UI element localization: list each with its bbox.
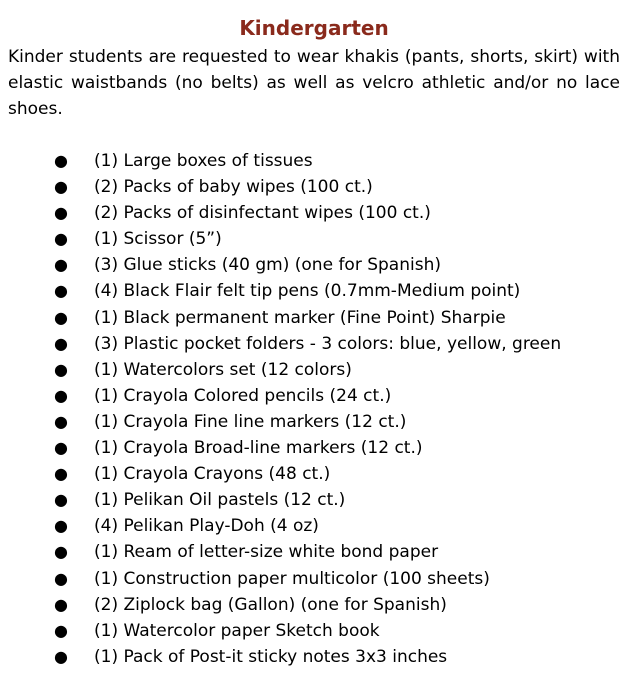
list-item bbox=[8, 409, 620, 435]
list-item-text: (1) Black permanent marker (Fine Point) Sharpie bbox=[94, 307, 506, 328]
list-item-text: (1) Crayola Crayons (48 ct.) bbox=[94, 464, 331, 485]
list-item-text: (1) Construction paper multicolor (100 sheets) bbox=[94, 568, 490, 589]
list-item bbox=[8, 461, 620, 487]
bullet-icon: ● bbox=[54, 359, 68, 379]
list-item bbox=[8, 226, 620, 252]
bullet-icon: ● bbox=[54, 568, 68, 588]
bullet-icon: ● bbox=[54, 307, 68, 327]
list-item bbox=[8, 357, 620, 383]
list-item bbox=[8, 513, 620, 539]
list-item-text: (2) Ziplock bag (Gallon) (one for Spanish) bbox=[94, 594, 447, 615]
list-item-text: (1) Scissor (5”) bbox=[94, 229, 222, 250]
supply-list bbox=[8, 148, 620, 670]
list-item bbox=[8, 487, 620, 513]
list-item bbox=[8, 278, 620, 304]
list-item-text: (4) Pelikan Play-Doh (4 oz) bbox=[94, 516, 319, 537]
list-item-text: (2) Packs of baby wipes (100 ct.) bbox=[94, 177, 373, 198]
list-item-text: (1) Ream of letter-size white bond paper bbox=[94, 542, 439, 563]
list-item bbox=[8, 252, 620, 278]
bullet-icon: ● bbox=[54, 229, 68, 249]
list-item-text: (1) Crayola Colored pencils (24 ct.) bbox=[94, 385, 392, 406]
list-item-text: (1) Large boxes of tissues bbox=[94, 151, 313, 171]
list-item bbox=[8, 174, 620, 200]
list-item bbox=[8, 331, 620, 357]
page-title: Kindergarten bbox=[239, 16, 389, 40]
list-item-text: (2) Packs of disinfectant wipes (100 ct.) bbox=[94, 203, 431, 224]
bullet-icon: ● bbox=[54, 464, 68, 484]
bullet-icon: ● bbox=[54, 281, 68, 301]
list-item bbox=[8, 305, 620, 331]
bullet-icon: ● bbox=[54, 516, 68, 536]
bullet-icon: ● bbox=[54, 411, 68, 431]
bullet-icon: ● bbox=[54, 646, 68, 666]
list-item-text: (1) Crayola Broad-line markers (12 ct.) bbox=[94, 438, 423, 459]
list-item-text: (1) Watercolors set (12 colors) bbox=[94, 359, 352, 380]
list-item bbox=[8, 592, 620, 618]
list-item bbox=[8, 383, 620, 409]
list-item bbox=[8, 539, 620, 565]
list-item bbox=[8, 566, 620, 592]
list-item bbox=[8, 148, 620, 174]
list-item-text: (3) Plastic pocket folders - 3 colors: blue, yellow, green bbox=[94, 333, 562, 354]
list-item-text: (1) Pelikan Oil pastels (12 ct.) bbox=[94, 490, 346, 511]
dress-code-paragraph: Kinder students are requested to wear khakis (pants, shorts, skirt) with elastic waistbands (no belts) as well as velcro athletic and/or no lace shoes. bbox=[8, 47, 620, 119]
bullet-icon: ● bbox=[54, 177, 68, 197]
bullet-icon: ● bbox=[54, 490, 68, 510]
bullet-icon: ● bbox=[54, 151, 68, 170]
bullet-icon: ● bbox=[54, 594, 68, 614]
bullet-icon: ● bbox=[54, 333, 68, 353]
list-item-text: (4) Black Flair felt tip pens (0.7mm-Medium point) bbox=[94, 281, 521, 302]
bullet-icon: ● bbox=[54, 203, 68, 223]
list-item bbox=[8, 435, 620, 461]
bullet-icon: ● bbox=[54, 542, 68, 562]
list-item-text: (1) Crayola Fine line markers (12 ct.) bbox=[94, 411, 407, 432]
bullet-icon: ● bbox=[54, 385, 68, 405]
bullet-icon: ● bbox=[54, 438, 68, 458]
list-item bbox=[8, 644, 620, 670]
bullet-icon: ● bbox=[54, 255, 68, 275]
list-item-text: (1) Pack of Post-it sticky notes 3x3 inches bbox=[94, 646, 448, 667]
list-item bbox=[8, 200, 620, 226]
bullet-icon: ● bbox=[54, 620, 68, 640]
list-item-text: (1) Watercolor paper Sketch book bbox=[94, 620, 380, 641]
list-item bbox=[8, 618, 620, 644]
list-item-text: (3) Glue sticks (40 gm) (one for Spanish) bbox=[94, 255, 441, 276]
